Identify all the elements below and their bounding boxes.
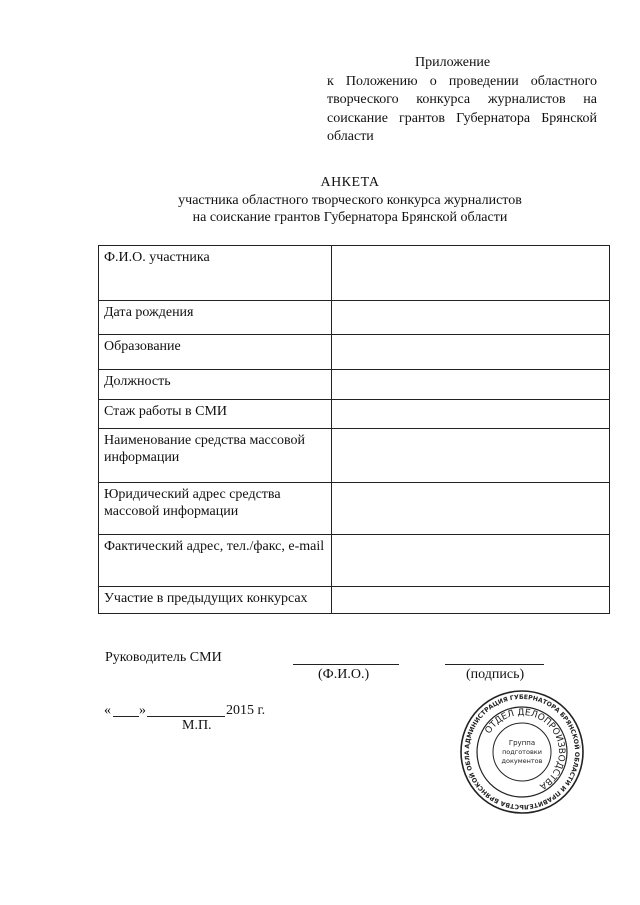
appendix-block [327, 54, 597, 147]
appendix-line-1: к Положению о проведении областного [327, 73, 597, 89]
row-label-fio: Ф.И.О. участника [99, 246, 332, 301]
row-label-birth-date: Дата рождения [99, 301, 332, 335]
table-row [99, 400, 610, 429]
table-row [99, 246, 610, 301]
date-day-line[interactable] [113, 716, 139, 717]
stamp-inner-text: ОТДЕЛ ДЕЛОПРОИЗВОДСТВА [483, 707, 567, 791]
stamp-center-line-2: подготовки [502, 748, 542, 756]
stamp-outer-text: АДМИНИСТРАЦИЯ ГУБЕРНАТОРА БРЯНСКОЙ ОБЛАСТИ И ПРАВИТЕЛЬСТВА БРЯНСКОЙ ОБЛА [463, 693, 581, 811]
row-value-actual-address[interactable] [332, 535, 610, 587]
seal-label: М.П. [182, 718, 212, 733]
table-row [99, 535, 610, 587]
row-label-education: Образование [99, 335, 332, 370]
fio-line[interactable] [293, 664, 399, 665]
row-label-position: Должность [99, 370, 332, 400]
row-label-legal-address: Юридический адрес средства массовой информации [99, 483, 332, 535]
row-value-fio[interactable] [332, 246, 610, 301]
row-value-birth-date[interactable] [332, 301, 610, 335]
head-label: Руководитель СМИ [105, 650, 222, 665]
appendix-title: Приложение [415, 55, 491, 70]
row-value-previous-contests[interactable] [332, 587, 610, 614]
date-month-line[interactable] [147, 716, 225, 717]
table-row [99, 587, 610, 614]
row-value-position[interactable] [332, 370, 610, 400]
date-year: 2015 г. [226, 703, 266, 718]
form-subtitle-line-1: участника областного творческого конкурса журналистов [178, 192, 522, 208]
form-subtitle-line-2: на соискание грантов Губернатора Брянской области [192, 210, 508, 225]
stamp-seal-icon [459, 689, 585, 815]
stamp-center-line-3: документов [501, 757, 543, 765]
table-row [99, 335, 610, 370]
appendix-line-2: творческого конкурса журналистов на [327, 92, 597, 108]
table-row [99, 301, 610, 335]
row-label-media-name: Наименование средства массовой информации [99, 429, 332, 483]
row-label-actual-address: Фактический адрес, тел./факс, e-mail [99, 535, 332, 587]
appendix-line-3: соискание грантов Губернатора Брянской [327, 110, 597, 126]
form-heading: АНКЕТА [320, 175, 380, 190]
row-value-experience[interactable] [332, 400, 610, 429]
table-row [99, 429, 610, 483]
official-stamp [459, 689, 585, 815]
form-title-block [90, 174, 610, 227]
row-label-previous-contests: Участие в предыдущих конкурсах [99, 587, 332, 614]
table-row [99, 370, 610, 400]
row-value-legal-address[interactable] [332, 483, 610, 535]
appendix-line-4: области [327, 129, 374, 145]
row-value-education[interactable] [332, 335, 610, 370]
date-close-quote: » [139, 703, 146, 718]
table-row [99, 483, 610, 535]
date-open-quote: « [104, 703, 111, 718]
stamp-center-line-1: Группа [508, 739, 536, 747]
row-label-experience: Стаж работы в СМИ [99, 400, 332, 429]
signature-caption: (подпись) [466, 667, 525, 682]
row-value-media-name[interactable] [332, 429, 610, 483]
fio-caption: (Ф.И.О.) [318, 667, 370, 682]
questionnaire-table [98, 245, 610, 614]
signature-line[interactable] [445, 664, 544, 665]
